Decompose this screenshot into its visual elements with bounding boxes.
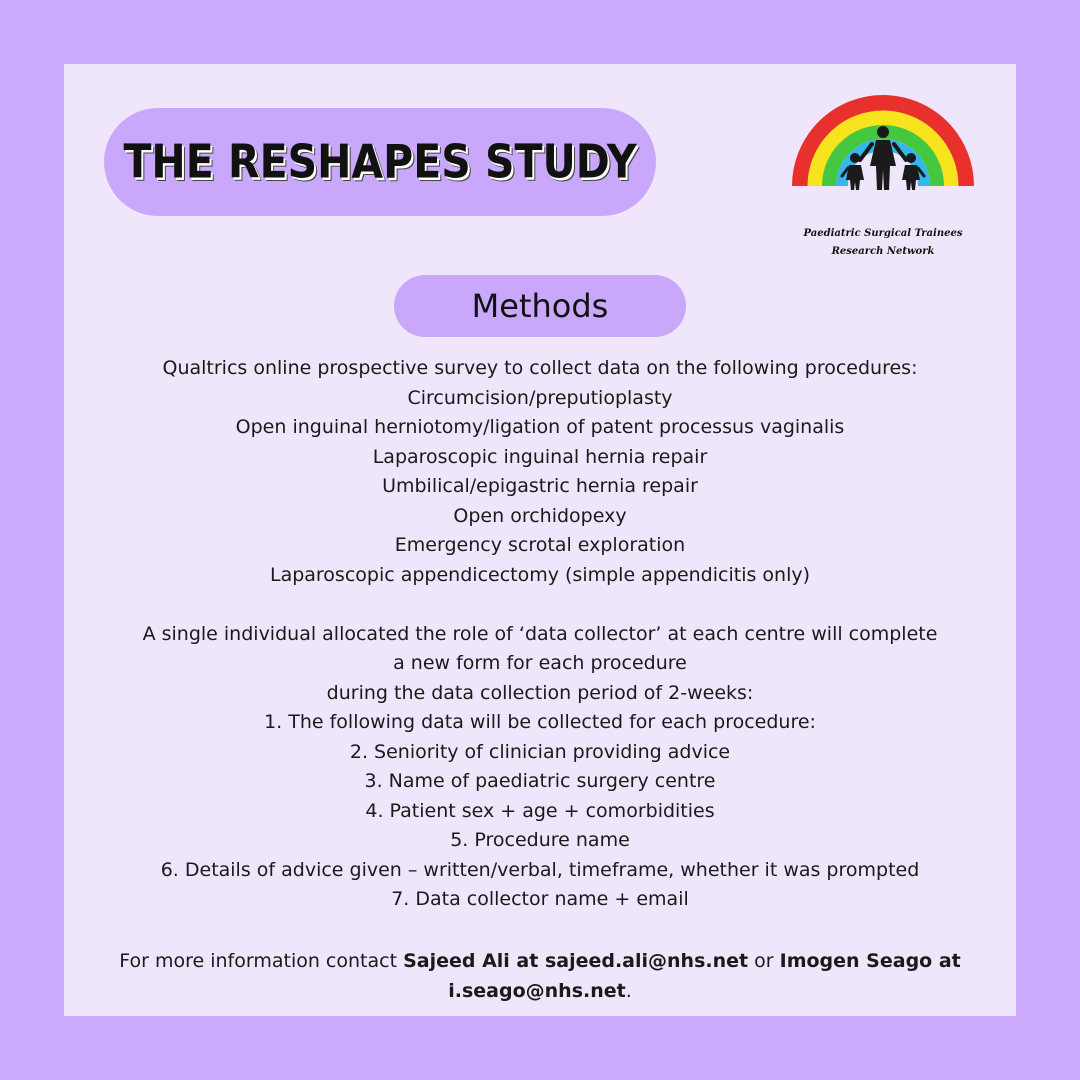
data-item: 7. Data collector name + email (391, 888, 689, 910)
contact-person-2[interactable]: Imogen Seago at (779, 950, 961, 972)
contact-prefix: For more information contact (119, 950, 404, 972)
data-item: 1. The following data will be collected for each procedure: (264, 711, 816, 733)
collector-text: during the data collection period of 2-weeks: (326, 681, 754, 704)
procedure-item: Laparoscopic appendicectomy (simple appendicitis only) (269, 563, 811, 586)
data-item: 5. Procedure name (450, 829, 630, 851)
contact-info (64, 947, 1016, 1006)
procedure-item: Circumcision/preputioplasty (407, 386, 673, 409)
contact-suffix: . (625, 979, 632, 1002)
pstrn-logo (792, 94, 974, 270)
data-item: 3. Name of paediatric surgery centre (364, 770, 716, 792)
procedure-item: Open orchidopexy (453, 504, 627, 527)
section-heading: Methods (471, 287, 609, 325)
logo-text-line-2: Research Network (831, 246, 935, 257)
collector-text: A single individual allocated the role of ‘data collector’ at each centre will complete (142, 622, 938, 645)
collector-text: a new form for each procedure (393, 652, 687, 674)
page-title: THE RESHAPES STUDY (123, 135, 637, 189)
data-item: 6. Details of advice given – written/verbal, timeframe, whether it was prompted (160, 858, 920, 881)
intro-text: Qualtrics online prospective survey to collect data on the following procedures: (162, 357, 918, 379)
procedure-item: Umbilical/epigastric hernia repair (382, 475, 698, 497)
title-banner (104, 108, 656, 216)
contact-person-1[interactable]: Sajeed Ali at sajeed.ali@nhs.net (403, 950, 749, 972)
logo-text-line-1: Paediatric Surgical Trainees (803, 228, 963, 239)
rainbow-family-logo-icon (792, 94, 974, 204)
contact-middle: or (748, 950, 780, 972)
poster-card (64, 64, 1016, 1016)
contact-email-2[interactable]: i.seago@nhs.net (448, 979, 626, 1002)
methods-body (64, 354, 1016, 915)
procedure-item: Laparoscopic inguinal hernia repair (372, 445, 708, 468)
procedure-item: Open inguinal herniotomy/ligation of patent processus vaginalis (235, 416, 845, 438)
procedure-item: Emergency scrotal exploration (394, 534, 686, 556)
data-item: 2. Seniority of clinician providing advice (349, 740, 731, 763)
methods-heading-pill (394, 275, 686, 337)
data-item: 4. Patient sex + age + comorbidities (365, 799, 715, 822)
